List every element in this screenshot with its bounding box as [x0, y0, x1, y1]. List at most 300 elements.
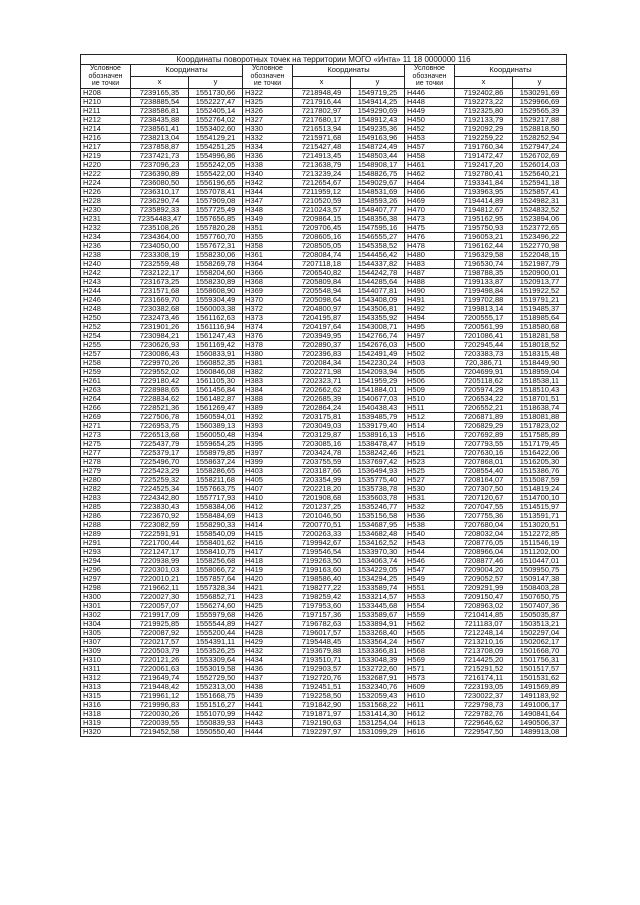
coord-x-cell: 7202662,62 — [293, 385, 351, 394]
coord-y-cell: 1532059,43 — [351, 691, 405, 700]
point-id-cell: Н413 — [243, 511, 293, 520]
coord-y-cell: 1554251,25 — [189, 142, 243, 151]
table-row — [81, 340, 567, 349]
point-id-cell: Н448 — [405, 97, 455, 106]
point-id-cell: Н243 — [81, 277, 131, 286]
coord-x-cell: 7197953,60 — [293, 601, 351, 610]
point-id-cell: Н373 — [243, 313, 293, 322]
point-id-cell: Н312 — [81, 673, 131, 682]
coord-x-cell: 7219662,11 — [131, 583, 189, 592]
point-id-cell: Н318 — [81, 709, 131, 718]
coord-y-cell: 1539485,79 — [351, 412, 405, 421]
coord-y-cell: 1518580,68 — [513, 322, 567, 331]
coord-y-cell: 1561169,42 — [189, 340, 243, 349]
coord-x-cell: 7209150,47 — [455, 592, 513, 601]
coord-y-cell: 1534687,95 — [351, 520, 405, 529]
point-id-cell: Н426 — [243, 610, 293, 619]
point-id-cell: Н418 — [243, 556, 293, 565]
coord-x-cell: 7220121,26 — [131, 655, 189, 664]
point-id-cell: Н376 — [243, 331, 293, 340]
point-id-cell: Н300 — [81, 592, 131, 601]
point-id-cell: Н248 — [81, 304, 131, 313]
coord-y-cell: 1534294,25 — [351, 574, 405, 583]
point-id-cell: Н366 — [243, 268, 293, 277]
coord-y-cell: 1560846,08 — [189, 367, 243, 376]
point-id-cell: Н414 — [243, 520, 293, 529]
coord-x-cell: 7207047,55 — [455, 502, 513, 511]
coord-x-cell: 7207755,36 — [455, 511, 513, 520]
coord-y-cell: 1557760,70 — [189, 232, 243, 241]
coord-x-cell: 7231901,26 — [131, 322, 189, 331]
point-id-cell: Н389 — [243, 403, 293, 412]
table-row — [81, 673, 567, 682]
coord-y-cell: 1540677,03 — [351, 394, 405, 403]
coord-y-cell: 1550839,93 — [189, 718, 243, 727]
coord-x-cell: 7215427,48 — [293, 142, 351, 151]
coord-y-cell: 1518081,88 — [513, 412, 567, 421]
point-id-cell: Н342 — [243, 178, 293, 187]
coord-y-cell: 1509950,75 — [513, 565, 567, 574]
coord-y-cell: 1557672,31 — [189, 241, 243, 250]
coord-x-cell: 7219925,85 — [131, 619, 189, 628]
coord-x-cell: 7232122,17 — [131, 268, 189, 277]
coord-x-cell: 7198788,35 — [455, 268, 513, 277]
coord-y-cell: 1554996,86 — [189, 151, 243, 160]
coord-y-cell: 1518315,48 — [513, 349, 567, 358]
point-id-cell: Н382 — [243, 367, 293, 376]
point-id-cell: Н611 — [405, 700, 455, 709]
coord-y-cell: 1535738,78 — [351, 484, 405, 493]
point-id-cell: Н490 — [405, 286, 455, 295]
point-id-cell: Н330 — [243, 124, 293, 133]
coord-y-cell: 1544337,82 — [351, 259, 405, 268]
coord-y-cell: 1548826,75 — [351, 169, 405, 178]
coord-y-cell: 1560003,38 — [189, 304, 243, 313]
coord-y-cell: 1509147,38 — [513, 574, 567, 583]
table-row — [81, 214, 567, 223]
point-id-cell: Н383 — [243, 376, 293, 385]
coord-x-cell: 7196017,57 — [293, 628, 351, 637]
coord-x-cell: 7200770,51 — [293, 520, 351, 529]
coord-x-cell: 7193963,95 — [455, 187, 513, 196]
point-id-cell: Н613 — [405, 718, 455, 727]
coord-x-cell: 7208032,04 — [455, 529, 513, 538]
coord-x-cell: 7202396,83 — [293, 349, 351, 358]
point-id-cell: Н226 — [81, 187, 131, 196]
coord-y-cell: 1501517,57 — [513, 664, 567, 673]
coord-y-cell: 1555979,68 — [189, 610, 243, 619]
coord-x-cell: 7229782,76 — [455, 709, 513, 718]
coord-x-cell: 7192780,41 — [455, 169, 513, 178]
coord-y-cell: 1549235,36 — [351, 124, 405, 133]
table-row — [81, 538, 567, 547]
point-id-cell: Н536 — [405, 511, 455, 520]
point-id-cell: Н285 — [81, 502, 131, 511]
coord-y-cell: 1558066,72 — [189, 565, 243, 574]
coord-x-cell: 7213210,16 — [455, 637, 513, 646]
coord-y-cell: 1510447,01 — [513, 556, 567, 565]
header-y: у — [189, 76, 243, 88]
point-id-cell: Н412 — [243, 502, 293, 511]
coord-x-cell: 7224525,34 — [131, 484, 189, 493]
coord-y-cell: 1549414,25 — [351, 97, 405, 106]
coord-y-cell: 1560852,35 — [189, 358, 243, 367]
coord-y-cell: 1560389,13 — [189, 421, 243, 430]
table-row — [81, 115, 567, 124]
coord-y-cell: 1518018,52 — [513, 340, 567, 349]
coord-y-cell: 1558211,68 — [189, 475, 243, 484]
table-row — [81, 646, 567, 655]
coord-y-cell: 1543008,71 — [351, 322, 405, 331]
coord-x-cell: 7222591,91 — [131, 529, 189, 538]
table-row — [81, 412, 567, 421]
coord-x-cell: 7199263,50 — [293, 556, 351, 565]
coordinates-table — [80, 54, 567, 737]
coord-y-cell: 1518538,11 — [513, 376, 567, 385]
coord-y-cell: 1543355,92 — [351, 313, 405, 322]
coord-y-cell: 1507650,75 — [513, 592, 567, 601]
point-id-cell: Н358 — [243, 241, 293, 250]
point-id-cell: Н271 — [81, 421, 131, 430]
table-body — [81, 88, 567, 736]
point-id-cell: Н261 — [81, 376, 131, 385]
table-row — [81, 556, 567, 565]
coord-y-cell: 1533445,68 — [351, 601, 405, 610]
coord-x-cell: 7193510,71 — [293, 655, 351, 664]
table-row — [81, 187, 567, 196]
header-row-xy — [81, 76, 567, 88]
point-id-cell: Н304 — [81, 619, 131, 628]
table-row — [81, 313, 567, 322]
coord-x-cell: 7219961,12 — [131, 691, 189, 700]
coord-x-cell: 7221247,17 — [131, 547, 189, 556]
coord-x-cell: 7194812,67 — [455, 205, 513, 214]
point-id-cell: Н609 — [405, 682, 455, 691]
coord-x-cell: 7208505,05 — [293, 241, 351, 250]
point-id-cell: Н427 — [243, 619, 293, 628]
coord-y-cell: 1529966,69 — [513, 97, 567, 106]
coord-y-cell: 1558540,09 — [189, 529, 243, 538]
point-id-cell: Н441 — [243, 700, 293, 709]
coord-x-cell: 7227506,78 — [131, 412, 189, 421]
coord-y-cell: 1555544,89 — [189, 619, 243, 628]
table-row — [81, 583, 567, 592]
coord-x-cell: 7204699,91 — [455, 367, 513, 376]
coord-x-cell: 7219996,83 — [131, 700, 189, 709]
coord-y-cell: 1514819,24 — [513, 484, 567, 493]
table-row — [81, 448, 567, 457]
point-id-cell: Н461 — [405, 160, 455, 169]
header-x: х — [131, 76, 189, 88]
point-id-cell: Н219 — [81, 151, 131, 160]
coord-y-cell: 1558484,69 — [189, 511, 243, 520]
table-row — [81, 151, 567, 160]
coord-y-cell: 1557820,28 — [189, 223, 243, 232]
coord-y-cell: 1533894,91 — [351, 619, 405, 628]
table-row — [81, 484, 567, 493]
coord-x-cell: 7236290,74 — [131, 196, 189, 205]
point-id-cell: Н348 — [243, 205, 293, 214]
coord-y-cell: 1505035,87 — [513, 610, 567, 619]
coord-y-cell: 1519485,37 — [513, 304, 567, 313]
table-row — [81, 727, 567, 736]
coord-x-cell: 7199546,54 — [293, 547, 351, 556]
coord-y-cell: 1549163,96 — [351, 133, 405, 142]
coord-x-cell: 7203085,16 — [293, 439, 351, 448]
table-row — [81, 619, 567, 628]
coord-x-cell: 7208963,02 — [455, 601, 513, 610]
table-row — [81, 520, 567, 529]
coord-x-cell: 7196329,58 — [455, 250, 513, 259]
table-row — [81, 322, 567, 331]
point-id-cell: Н220 — [81, 160, 131, 169]
point-id-cell: Н443 — [243, 718, 293, 727]
coord-x-cell: 7220030,26 — [131, 709, 189, 718]
coord-y-cell: 1501756,31 — [513, 655, 567, 664]
point-id-cell: Н369 — [243, 286, 293, 295]
coord-x-cell: 7213638,79 — [293, 160, 351, 169]
coord-y-cell: 1502297,04 — [513, 628, 567, 637]
coord-y-cell: 1535603,78 — [351, 493, 405, 502]
coord-x-cell: 7229646,62 — [455, 718, 513, 727]
coord-y-cell: 1549029,67 — [351, 178, 405, 187]
table-row — [81, 691, 567, 700]
point-id-cell: Н457 — [405, 142, 455, 151]
table-row — [81, 439, 567, 448]
point-id-cell: Н327 — [243, 115, 293, 124]
point-id-cell: Н305 — [81, 628, 131, 637]
coord-x-cell: 7207692,89 — [455, 430, 513, 439]
point-id-cell: Н269 — [81, 412, 131, 421]
coord-y-cell: 1548503,44 — [351, 151, 405, 160]
coord-y-cell: 1512272,85 — [513, 529, 567, 538]
point-id-cell: Н531 — [405, 493, 455, 502]
coord-x-cell: 7195162,95 — [455, 214, 513, 223]
coord-y-cell: 1555200,44 — [189, 628, 243, 637]
coord-x-cell: 7201086,41 — [455, 331, 513, 340]
coord-y-cell: 1542093,94 — [351, 367, 405, 376]
coord-x-cell: 7216513,94 — [293, 124, 351, 133]
coord-y-cell: 1558204,60 — [189, 268, 243, 277]
point-id-cell: Н296 — [81, 565, 131, 574]
point-id-cell: Н244 — [81, 286, 131, 295]
point-id-cell: Н257 — [81, 349, 131, 358]
coord-x-cell: 7191472,47 — [455, 151, 513, 160]
coord-x-cell: 7192190,63 — [293, 718, 351, 727]
coord-x-cell: 7205098,64 — [293, 295, 351, 304]
coord-x-cell: 7196530,74 — [455, 259, 513, 268]
coord-x-cell: 7209706,45 — [293, 223, 351, 232]
coord-y-cell: 1525857,41 — [513, 187, 567, 196]
point-id-cell: Н286 — [81, 511, 131, 520]
header-point-line1: Условное — [252, 65, 283, 72]
point-id-cell: Н307 — [81, 637, 131, 646]
point-id-cell: Н394 — [243, 430, 293, 439]
coord-y-cell: 1538478,47 — [351, 439, 405, 448]
coord-y-cell: 1533366,81 — [351, 646, 405, 655]
coord-x-cell: 7226953,75 — [131, 421, 189, 430]
point-id-cell: Н469 — [405, 196, 455, 205]
coord-x-cell: 7236310,17 — [131, 187, 189, 196]
point-id-cell: Н313 — [81, 682, 131, 691]
coord-y-cell: 1558230,06 — [189, 250, 243, 259]
coord-x-cell: 7196782,63 — [293, 619, 351, 628]
header-point-line2: обозначен — [412, 72, 447, 80]
coord-x-cell: 7203383,73 — [455, 349, 513, 358]
point-id-cell: Н238 — [81, 250, 131, 259]
coord-y-cell: 1538916,13 — [351, 430, 405, 439]
coord-x-cell: 7203424,78 — [293, 448, 351, 457]
table-row — [81, 394, 567, 403]
coord-y-cell: 1557656,85 — [189, 214, 243, 223]
point-id-cell: Н549 — [405, 574, 455, 583]
coord-y-cell: 1542766,74 — [351, 331, 405, 340]
point-id-cell: Н315 — [81, 691, 131, 700]
coord-y-cell: 1544456,42 — [351, 250, 405, 259]
point-id-cell: Н442 — [243, 709, 293, 718]
coord-x-cell: 7220217,57 — [131, 637, 189, 646]
coord-y-cell: 1533214,57 — [351, 592, 405, 601]
coord-x-cell: 7225379,17 — [131, 448, 189, 457]
point-id-cell: Н527 — [405, 475, 455, 484]
coord-x-cell: 7211183,07 — [455, 619, 513, 628]
table-row — [81, 367, 567, 376]
coord-y-cell: 1534162,52 — [351, 538, 405, 547]
coord-y-cell: 1548531,69 — [351, 187, 405, 196]
header-point-1 — [81, 65, 131, 89]
header-point-line2: обозначен — [250, 72, 285, 80]
coord-y-cell: 1522048,15 — [513, 250, 567, 259]
coord-x-cell: 7220039,55 — [131, 718, 189, 727]
point-id-cell: Н280 — [81, 475, 131, 484]
coord-x-cell: 7230984,21 — [131, 331, 189, 340]
coord-y-cell: 1523772,65 — [513, 223, 567, 232]
coord-x-cell: 7207118,18 — [293, 259, 351, 268]
coord-y-cell: 1491006,17 — [513, 700, 567, 709]
table-row — [81, 547, 567, 556]
coord-y-cell: 1524982,31 — [513, 196, 567, 205]
coord-x-cell: 7219649,74 — [131, 673, 189, 682]
point-id-cell: Н381 — [243, 358, 293, 367]
coord-y-cell: 1546555,27 — [351, 232, 405, 241]
point-id-cell: Н475 — [405, 223, 455, 232]
point-id-cell: Н293 — [81, 547, 131, 556]
coord-y-cell: 1552227,47 — [189, 97, 243, 106]
coord-y-cell: 1533589,74 — [351, 583, 405, 592]
point-id-cell: Н217 — [81, 142, 131, 151]
table-row — [81, 331, 567, 340]
point-id-cell: Н464 — [405, 178, 455, 187]
coord-x-cell: 7236080,50 — [131, 178, 189, 187]
coord-y-cell: 1513591,71 — [513, 511, 567, 520]
coord-x-cell: 7192297,97 — [293, 727, 351, 736]
coord-y-cell: 1548356,38 — [351, 214, 405, 223]
coord-y-cell: 1549719,25 — [351, 88, 405, 97]
coord-y-cell: 1533970,30 — [351, 547, 405, 556]
coord-x-cell: 7192259,22 — [455, 133, 513, 142]
coord-y-cell: 1517585,89 — [513, 430, 567, 439]
coord-x-cell: 7204197,64 — [293, 322, 351, 331]
coord-y-cell: 1557725,49 — [189, 205, 243, 214]
point-id-cell: Н502 — [405, 349, 455, 358]
coord-x-cell: 7238435,88 — [131, 115, 189, 124]
point-id-cell: Н208 — [81, 88, 131, 97]
point-id-cell: Н419 — [243, 565, 293, 574]
coord-x-cell: 7234050,00 — [131, 241, 189, 250]
point-id-cell: Н364 — [243, 259, 293, 268]
coord-x-cell: 7229547,50 — [455, 727, 513, 736]
coord-x-cell: 7192720,76 — [293, 673, 351, 682]
coord-y-cell: 1526014,03 — [513, 160, 567, 169]
point-id-cell: Н458 — [405, 151, 455, 160]
point-id-cell: Н516 — [405, 430, 455, 439]
coord-x-cell: 7207793,55 — [455, 439, 513, 448]
point-id-cell: Н497 — [405, 331, 455, 340]
point-id-cell: Н480 — [405, 250, 455, 259]
coord-y-cell: 1555242,05 — [189, 160, 243, 169]
coord-x-cell: 7230626,93 — [131, 340, 189, 349]
point-id-cell: Н569 — [405, 655, 455, 664]
coord-x-cell: 7197157,36 — [293, 610, 351, 619]
table-row — [81, 700, 567, 709]
point-id-cell: Н311 — [81, 664, 131, 673]
point-id-cell: Н610 — [405, 691, 455, 700]
point-id-cell: Н491 — [405, 295, 455, 304]
coord-y-cell: 1491183,92 — [513, 691, 567, 700]
coord-y-cell: 1548908,17 — [351, 160, 405, 169]
coord-x-cell: 7232473,46 — [131, 313, 189, 322]
coord-x-cell: 7202218,20 — [293, 484, 351, 493]
coord-x-cell: 7192417,20 — [455, 160, 513, 169]
coord-x-cell: 7191871,97 — [293, 709, 351, 718]
table-row — [81, 637, 567, 646]
coord-x-cell: 7205118,62 — [455, 376, 513, 385]
coord-x-cell: 7213239,24 — [293, 169, 351, 178]
coord-x-cell: 7228988,65 — [131, 385, 189, 394]
coord-x-cell: 7219452,58 — [131, 727, 189, 736]
header-point-line3: ие точки — [91, 80, 120, 87]
point-id-cell: Н565 — [405, 628, 455, 637]
point-id-cell: Н449 — [405, 106, 455, 115]
coord-y-cell: 1551730,66 — [189, 88, 243, 97]
table-row — [81, 493, 567, 502]
point-id-cell: Н405 — [243, 475, 293, 484]
coord-x-cell: 7208776,05 — [455, 538, 513, 547]
coord-x-cell: 7235108,26 — [131, 223, 189, 232]
coord-x-cell: 7239165,35 — [131, 88, 189, 97]
table-row — [81, 259, 567, 268]
coord-x-cell: 7231669,70 — [131, 295, 189, 304]
point-id-cell: Н344 — [243, 187, 293, 196]
coord-x-cell: 7191760,34 — [455, 142, 513, 151]
point-id-cell: Н234 — [81, 232, 131, 241]
coord-x-cell: 7205548,94 — [293, 286, 351, 295]
coord-y-cell: 1518510,43 — [513, 385, 567, 394]
point-id-cell: Н523 — [405, 457, 455, 466]
coord-y-cell: 1557909,08 — [189, 196, 243, 205]
point-id-cell: Н338 — [243, 160, 293, 169]
coord-y-cell: 1501531,62 — [513, 673, 567, 682]
table-row — [81, 592, 567, 601]
coord-y-cell: 1542230,24 — [351, 358, 405, 367]
point-id-cell: Н478 — [405, 241, 455, 250]
coord-y-cell: 1555422,00 — [189, 169, 243, 178]
table-row — [81, 349, 567, 358]
coord-x-cell: 7199813,14 — [455, 304, 513, 313]
coord-x-cell: 7229180,42 — [131, 376, 189, 385]
point-id-cell: Н425 — [243, 601, 293, 610]
point-id-cell: Н571 — [405, 664, 455, 673]
